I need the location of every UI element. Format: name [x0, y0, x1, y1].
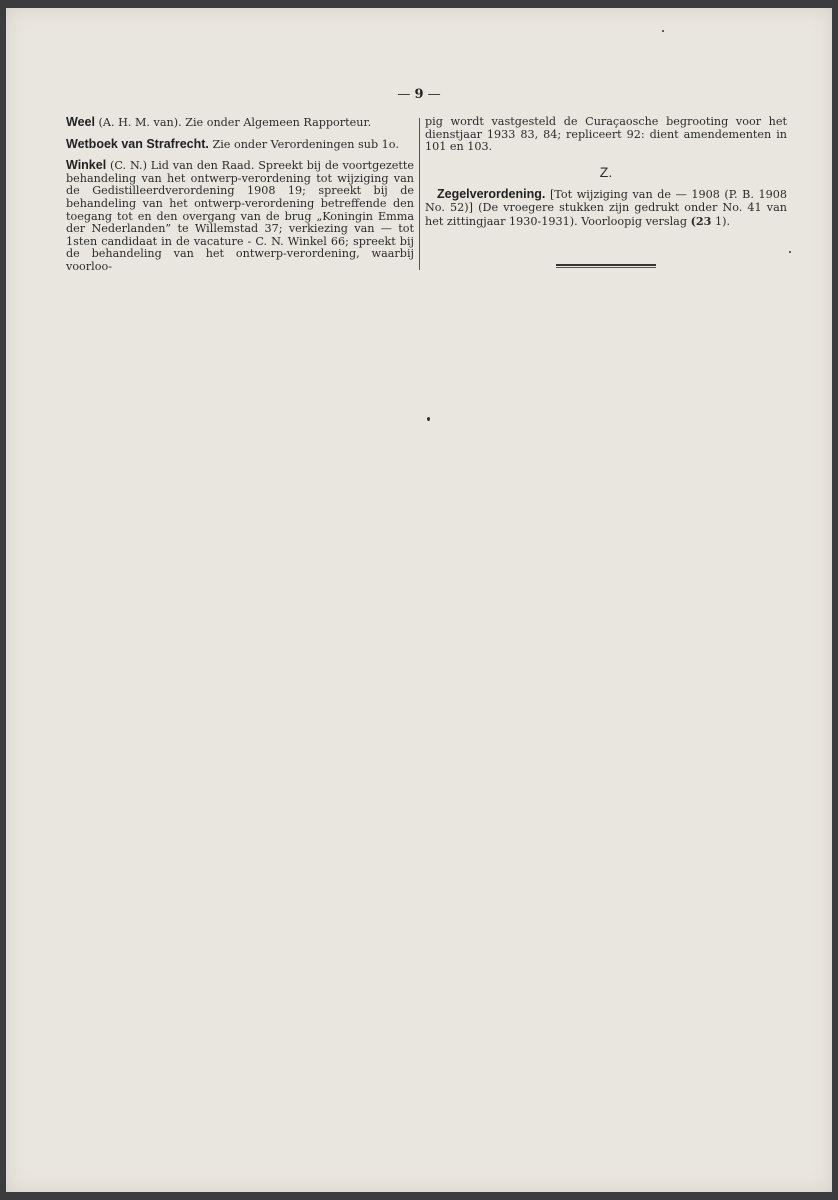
left-column — [66, 116, 414, 274]
right-column — [425, 116, 787, 228]
entry-ref-bold: (23 — [690, 213, 712, 228]
index-entry-weel — [66, 116, 414, 130]
index-entry-zegelverordening — [425, 188, 787, 228]
index-entry-winkel — [66, 159, 414, 273]
headword: Zegelverordening. — [437, 187, 546, 202]
paper-speck — [662, 30, 664, 32]
page-number-dash-right: — — [427, 87, 441, 102]
entry-text: (A. H. M. van). Zie onder Algemeen Rapporteur. — [98, 116, 372, 129]
page-number-dash-left: — — [397, 87, 411, 102]
paper-speck — [789, 251, 791, 253]
headword: Wetboek van Strafrecht. — [66, 136, 209, 151]
section-letter: Z. — [599, 163, 613, 180]
page-number-value: 9 — [414, 87, 424, 102]
end-rule — [556, 264, 656, 266]
headword: Winkel — [66, 158, 107, 173]
headword: Weel — [66, 115, 95, 129]
paper-speck — [427, 417, 430, 421]
entry-text: Zie onder Verordeningen sub 1o. — [212, 137, 399, 151]
entry-text: [Tot wijziging van de — 1908 (P. B. 1908 No. 52)] (De vroegere stukken zijn gedrukt onder No. 41 van het zittingjaar 1930-1931). Voorloopig verslag — [425, 188, 787, 228]
end-rule-thin — [556, 267, 656, 268]
entry-text-end: 1). — [715, 214, 731, 228]
page-number — [0, 87, 838, 102]
continuation-text: pig wordt vastgesteld de Curaçaosche begrooting voor het dienstjaar 1933 83, 84; repliceert 92: dient amendementen in 101 en 103. — [425, 115, 787, 154]
column-divider — [419, 118, 420, 270]
index-entry-wetboek — [66, 138, 414, 152]
entry-text: (C. N.) Lid van den Raad. Spreekt bij de voortgezette behandeling van het ontwerp-verordening tot wijziging van de Gedistilleerdverordening 1908 19; spreekt bij de behandeling van het ontwerp-verordening betreffende den toegang tot en den overgang van de brug „Koningin Emma der Nederlanden” te Willemstad 37; verkiezing van — tot 1sten candidaat in de vacature - C. N. Winkel 66; spreekt bij de behandeling van het ontwerp-verordening, waarbij voorloo- — [66, 159, 414, 273]
